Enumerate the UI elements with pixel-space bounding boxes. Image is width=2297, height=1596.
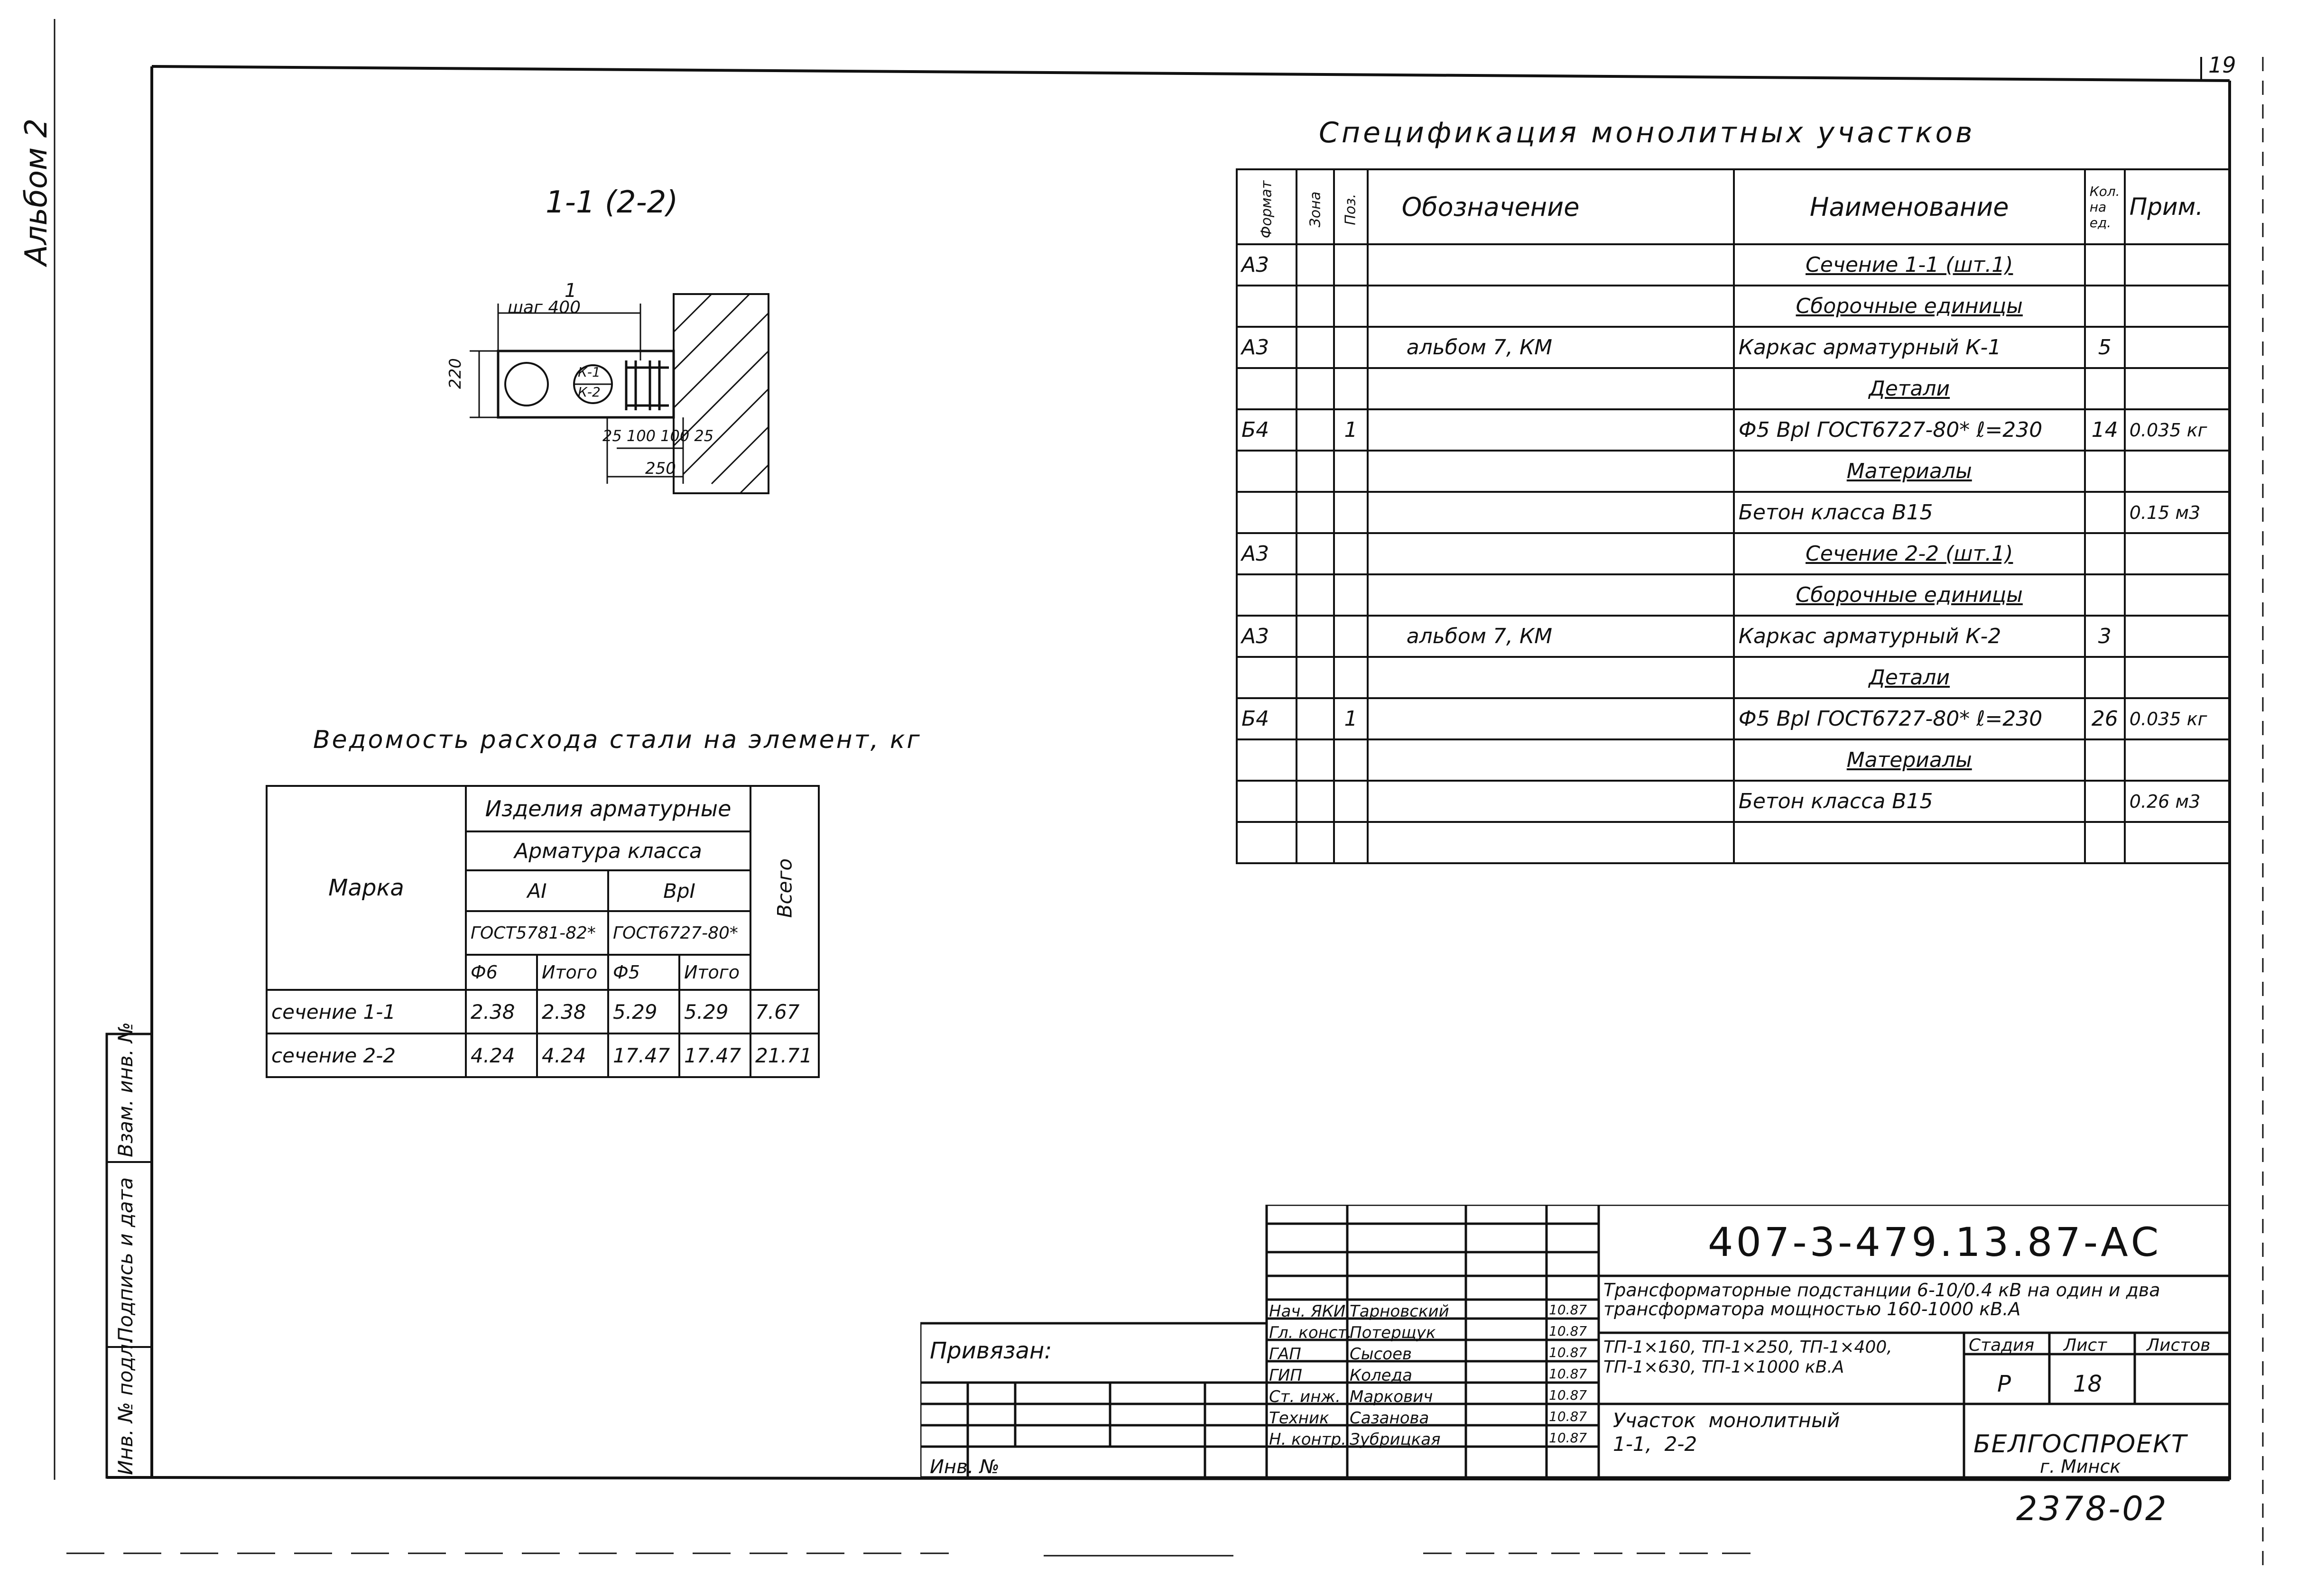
spec-h-qty: Кол. на ед. [2085,169,2125,244]
spec-cell-name: Каркас арматурный К-1 [1734,327,2085,368]
spec-cell-note [2125,616,2229,657]
spec-cell-pos [1334,492,1367,533]
spec-cell-zone [1297,822,1334,863]
spec-cell-name: Каркас арматурный К-2 [1734,616,2085,657]
steel-h-mark: Марка [267,786,466,990]
spec-row [1237,409,2229,451]
steel-h-gost1: ГОСТ5781-82* [466,911,608,955]
spec-cell-pos [1334,781,1367,822]
stamp-inv: Инв. № [930,1456,1000,1478]
stamp-date: 10.87 [1549,1387,1587,1403]
album-label: Альбом 2 [19,118,54,266]
spec-cell-format: Б4 [1237,409,1297,451]
spec-cell-pos [1334,822,1367,863]
spec-cell-qty [2085,492,2125,533]
spec-cell-designation [1368,822,1734,863]
spec-row [1237,368,2229,409]
spec-cell-qty: 14 [2085,409,2125,451]
spec-cell-designation [1368,739,1734,781]
stamp-code: 407-3-479.13.87-АС [1708,1219,2162,1265]
spec-cell-zone [1297,574,1334,616]
spec-title: Спецификация монолитных участков [1319,116,1975,149]
spec-cell-designation [1368,451,1734,492]
spec-cell-format: Б4 [1237,698,1297,739]
section-frame-k2: К-2 [578,384,601,400]
spec-cell-name: Сборочные единицы [1734,574,2085,616]
spec-table [1236,168,2230,864]
steel-h-total: Всего [750,786,819,990]
stamp-date: 10.87 [1549,1366,1587,1382]
stamp-role: Техник [1269,1409,1329,1428]
spec-cell-designation [1368,244,1734,286]
steel-h-rebar-class: Арматура класса [466,831,750,870]
section-dims-bottom: 25 100 100 25 [602,427,714,445]
spec-cell-qty [2085,822,2125,863]
spec-cell-designation [1368,574,1734,616]
spec-table-wrap [1236,168,2230,864]
steel-cell-c3: 5.29 [608,990,679,1033]
stamp-date: 10.87 [1549,1409,1587,1424]
spec-cell-pos [1334,657,1367,698]
spec-row [1237,574,2229,616]
steel-h-itogo1: Итого [537,955,608,990]
spec-cell-note [2125,244,2229,286]
steel-cell-mark: сечение 1-1 [267,990,466,1033]
stamp-date: 10.87 [1549,1302,1587,1318]
spec-cell-note [2125,286,2229,327]
stamp-name: Коледа [1350,1366,1412,1385]
spec-row [1237,739,2229,781]
spec-cell-note: 0.26 м3 [2125,781,2229,822]
spec-cell-qty [2085,574,2125,616]
stamp-role: Ст. инж. [1269,1387,1341,1406]
strip-label-sign: Подпись и дата [114,1177,137,1342]
spec-cell-zone [1297,451,1334,492]
spec-cell-zone [1297,368,1334,409]
stamp-date: 10.87 [1549,1345,1587,1360]
stamp-project: Трансформаторные подстанции 6-10/0.4 кВ на один и два трансформатора мощностью 160-1000 кВ.А [1603,1280,2160,1319]
spec-h-note: Прим. [2125,169,2229,244]
spec-cell-qty [2085,286,2125,327]
section-step-label: шаг 400 [508,298,581,317]
spec-cell-name: Ф5 ВрI ГОСТ6727-80* ℓ=230 [1734,698,2085,739]
stamp-org: БЕЛГОСПРОЕКТ [1973,1430,2187,1458]
stamp-role: ГАП [1269,1345,1301,1364]
stamp-stage: Р [1997,1371,2011,1397]
spec-row [1237,657,2229,698]
spec-cell-designation: альбом 7, КМ [1368,327,1734,368]
spec-cell-note: 0.035 кг [2125,409,2229,451]
stamp-name: Сысоев [1350,1345,1412,1364]
steel-row [267,1033,819,1077]
spec-cell-note [2125,368,2229,409]
stamp-sheet-title: Участок монолитный 1-1, 2-2 [1613,1409,1840,1456]
spec-cell-format [1237,492,1297,533]
spec-cell-format: А3 [1237,533,1297,574]
stamp-name: Маркович [1350,1387,1433,1406]
spec-cell-qty [2085,451,2125,492]
steel-table-wrap [266,785,820,1078]
spec-cell-note [2125,739,2229,781]
spec-cell-designation [1368,492,1734,533]
spec-row [1237,822,2229,863]
steel-h-bpi: ВрI [608,870,750,911]
section-width-label: 250 [645,459,676,478]
spec-cell-qty: 26 [2085,698,2125,739]
steel-h-f6: Ф6 [466,955,537,990]
spec-cell-format [1237,368,1297,409]
spec-row [1237,698,2229,739]
steel-h-products: Изделия арматурные [466,786,750,831]
spec-cell-pos [1334,244,1367,286]
spec-cell-note [2125,657,2229,698]
stamp-name: Потерщук [1350,1323,1436,1342]
steel-cell-total: 7.67 [750,990,819,1033]
spec-cell-name: Сборочные единицы [1734,286,2085,327]
section-drawing [427,266,787,531]
steel-h-gost2: ГОСТ6727-80* [608,911,750,955]
spec-cell-pos [1334,739,1367,781]
spec-cell-format: А3 [1237,244,1297,286]
spec-cell-qty: 3 [2085,616,2125,657]
spec-cell-note: 0.035 кг [2125,698,2229,739]
spec-row [1237,616,2229,657]
strip-label-replace: Взам. инв. № [114,1022,137,1157]
spec-cell-qty [2085,781,2125,822]
steel-cell-c1: 4.24 [466,1033,537,1077]
spec-h-format: Формат [1237,169,1297,244]
spec-cell-qty [2085,739,2125,781]
spec-cell-note [2125,822,2229,863]
section-title: 1-1 (2-2) [546,185,678,220]
section-height-label: 220 [446,358,465,389]
spec-row [1237,244,2229,286]
spec-row [1237,451,2229,492]
stamp-privyazan: Привязан: [930,1338,1052,1364]
spec-h-name: Наименование [1734,169,2085,244]
spec-cell-designation [1368,409,1734,451]
stamp-date: 10.87 [1549,1323,1587,1339]
stamp-sheet-label: Лист [2064,1336,2107,1355]
steel-cell-c3: 17.47 [608,1033,679,1077]
spec-cell-name: Материалы [1734,451,2085,492]
spec-cell-name: Детали [1734,657,2085,698]
stamp-name: Сазанова [1350,1409,1429,1428]
spec-cell-designation: альбом 7, КМ [1368,616,1734,657]
spec-cell-qty [2085,533,2125,574]
spec-cell-format [1237,822,1297,863]
spec-cell-qty [2085,368,2125,409]
spec-cell-pos [1334,327,1367,368]
spec-row [1237,492,2229,533]
spec-cell-name: Детали [1734,368,2085,409]
sheet-corner-number: 19 [2208,52,2236,78]
spec-cell-pos [1334,451,1367,492]
spec-cell-note [2125,327,2229,368]
stamp-role: Гл. конст. [1269,1323,1352,1342]
spec-row [1237,327,2229,368]
steel-cell-total: 21.71 [750,1033,819,1077]
spec-cell-designation [1368,657,1734,698]
stamp-city: г. Минск [2040,1456,2121,1477]
spec-cell-name: Бетон класса В15 [1734,492,2085,533]
spec-cell-format: А3 [1237,327,1297,368]
steel-title: Ведомость расхода стали на элемент, кг [313,726,922,754]
spec-cell-format [1237,657,1297,698]
spec-cell-note [2125,574,2229,616]
spec-cell-zone [1297,533,1334,574]
spec-cell-format [1237,451,1297,492]
spec-h-zone: Зона [1297,169,1334,244]
spec-h-designation: Обозначение [1368,169,1734,244]
spec-cell-zone [1297,492,1334,533]
spec-cell-designation [1368,286,1734,327]
spec-cell-qty [2085,244,2125,286]
spec-cell-zone [1297,409,1334,451]
spec-cell-pos [1334,533,1367,574]
spec-cell-format [1237,739,1297,781]
spec-cell-zone [1297,327,1334,368]
strip-label-inv: Инв. № подл. [114,1338,137,1475]
spec-cell-designation [1368,698,1734,739]
spec-cell-note [2125,533,2229,574]
stamp-sheet: 18 [2073,1371,2102,1397]
spec-cell-zone [1297,244,1334,286]
stamp-date: 10.87 [1549,1430,1587,1446]
spec-cell-format: А3 [1237,616,1297,657]
steel-cell-c2: 4.24 [537,1033,608,1077]
stamp-role: ГИП [1269,1366,1302,1385]
stamp-sheets-label: Листов [2147,1336,2211,1355]
spec-cell-designation [1368,533,1734,574]
steel-h-f5: Ф5 [608,955,679,990]
steel-cell-c2: 2.38 [537,990,608,1033]
spec-cell-note [2125,451,2229,492]
spec-cell-zone [1297,286,1334,327]
spec-cell-zone [1297,698,1334,739]
spec-cell-zone [1297,616,1334,657]
spec-cell-qty: 5 [2085,327,2125,368]
spec-cell-name [1734,822,2085,863]
steel-h-itogo2: Итого [679,955,750,990]
steel-cell-c1: 2.38 [466,990,537,1033]
spec-cell-pos: 1 [1334,409,1367,451]
spec-cell-zone [1297,781,1334,822]
spec-cell-designation [1368,781,1734,822]
spec-cell-note: 0.15 м3 [2125,492,2229,533]
spec-cell-zone [1297,739,1334,781]
spec-cell-zone [1297,657,1334,698]
spec-row [1237,533,2229,574]
spec-h-pos: Поз. [1334,169,1367,244]
spec-cell-pos [1334,616,1367,657]
spec-cell-name: Бетон класса В15 [1734,781,2085,822]
spec-cell-name: Сечение 2-2 (шт.1) [1734,533,2085,574]
stamp-role: Нач. ЯКИ [1269,1302,1346,1321]
spec-row [1237,286,2229,327]
spec-cell-pos [1334,368,1367,409]
spec-cell-name: Материалы [1734,739,2085,781]
steel-h-ai: АI [466,870,608,911]
steel-cell-mark: сечение 2-2 [267,1033,466,1077]
spec-cell-format [1237,286,1297,327]
steel-cell-c4: 17.47 [679,1033,750,1077]
section-pos-label: 1 [565,280,577,302]
stamp-archive: 2378-02 [2016,1489,2168,1528]
stamp-stage-label: Стадия [1969,1336,2035,1355]
stamp-name: Тарновский [1350,1302,1449,1321]
spec-cell-pos: 1 [1334,698,1367,739]
spec-cell-name: Ф5 ВрI ГОСТ6727-80* ℓ=230 [1734,409,2085,451]
spec-cell-pos [1334,574,1367,616]
stamp-variants: ТП-1×160, ТП-1×250, ТП-1×400, ТП-1×630, ТП-1×1000 кВ.А [1603,1338,1892,1377]
stamp-name: Зубрицкая [1350,1430,1441,1449]
spec-cell-name: Сечение 1-1 (шт.1) [1734,244,2085,286]
spec-row [1237,781,2229,822]
spec-cell-qty [2085,657,2125,698]
stamp-role: Н. контр. [1269,1430,1346,1449]
steel-row [267,990,819,1033]
spec-cell-designation [1368,368,1734,409]
steel-cell-c4: 5.29 [679,990,750,1033]
steel-table [266,785,820,1078]
section-frame-k1: К-1 [578,364,601,380]
spec-cell-format [1237,574,1297,616]
spec-cell-format [1237,781,1297,822]
spec-cell-pos [1334,286,1367,327]
